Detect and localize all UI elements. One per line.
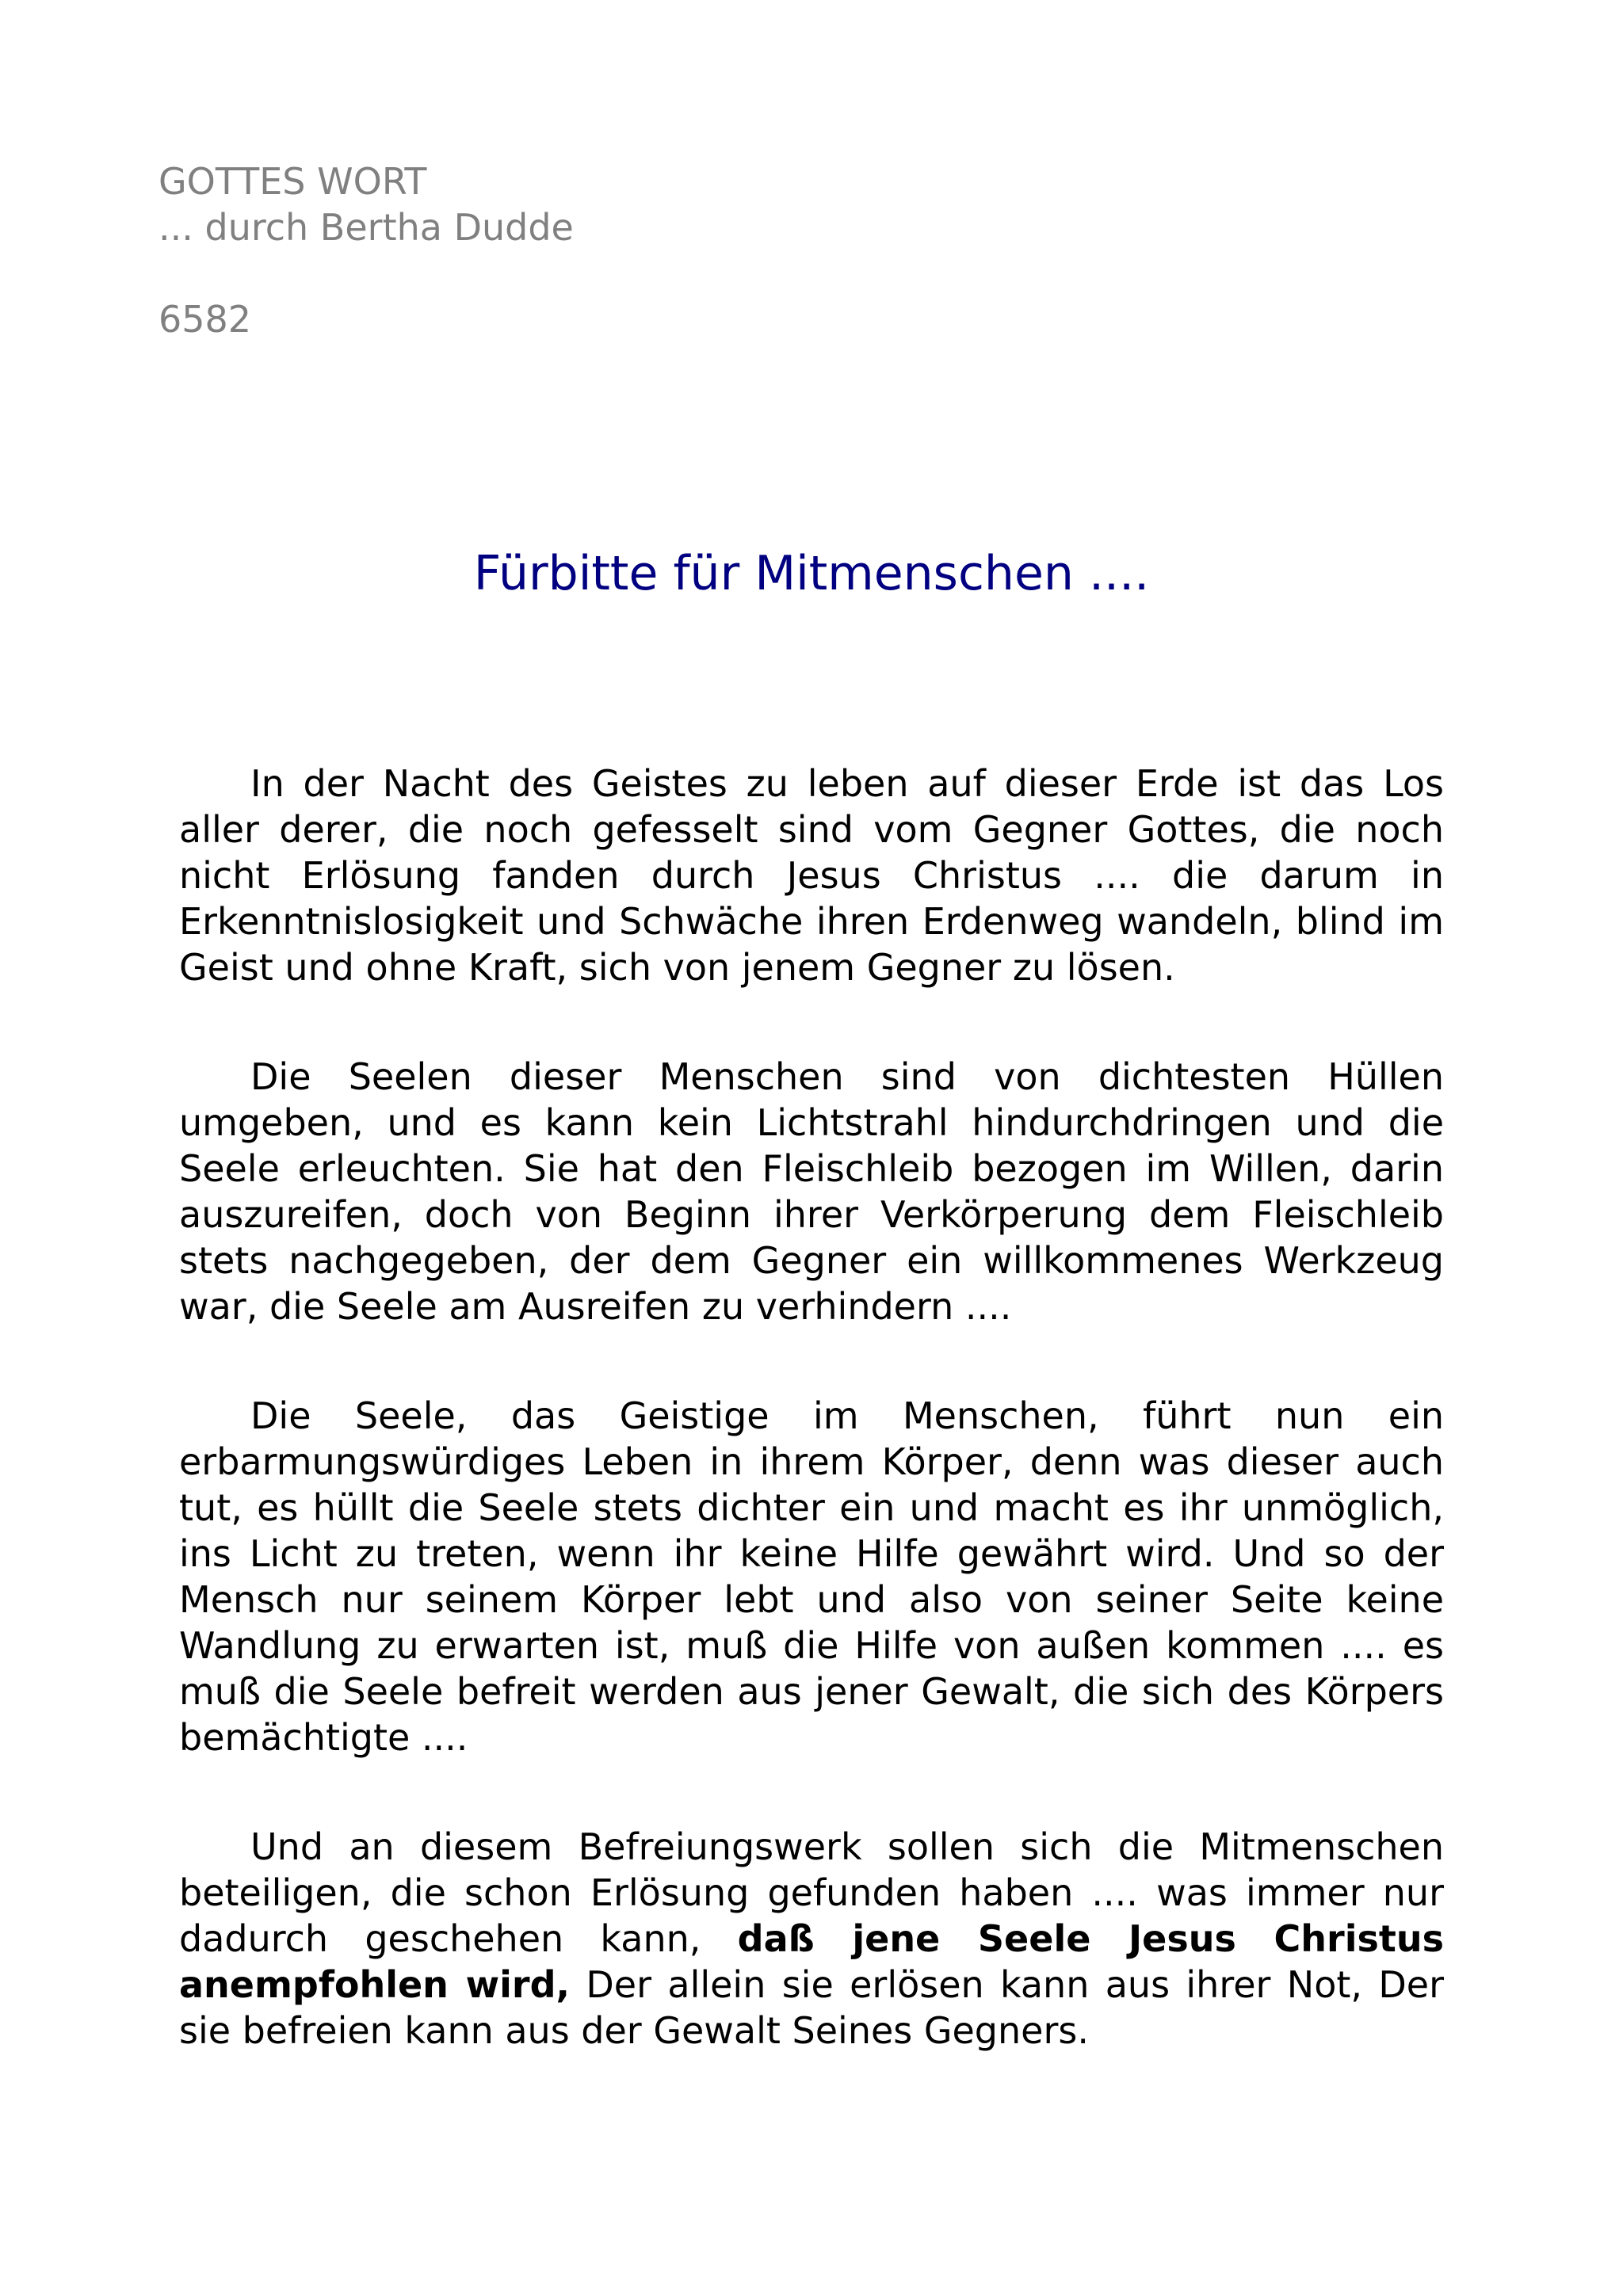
paragraph-4: [179, 1824, 1444, 2054]
series-title: GOTTES WORT: [158, 160, 427, 203]
paragraph-2: Die Seelen dieser Menschen sind von dichtesten Hüllen umgeben, und es kann kein Lichtstrahl hindurchdringen und die Seele erleuchten. Sie hat den Fleischleib bezogen im Willen, darin auszureifen, doch von Beginn ihrer Verkörperung dem Fleischleib stets nachgegeben, der dem Gegner ein willkommenes Werkzeug war, die Seele am Ausreifen zu verhindern ....: [179, 1055, 1444, 1328]
paragraph-1: In der Nacht des Geistes zu leben auf dieser Erde ist das Los aller derer, die noch gefesselt sind vom Gegner Gottes, die noch nicht Erlösung fanden durch Jesus Christus .... die darum in Erkenntnislosigkeit und Schwäche ihren Erdenweg wandeln, blind im Geist und ohne Kraft, sich von jenem Gegner zu lösen.: [179, 762, 1444, 989]
document-number: 6582: [158, 298, 252, 341]
paragraph-4-emphasis: daß jene Seele Jesus Christus anempfohlen wird,: [179, 1917, 1444, 2006]
author-line: ... durch Bertha Dudde: [158, 206, 574, 249]
paragraph-4-start: Und an diesem Befreiungswerk sollen sich die Mitmenschen beteiligen, die schon Erlösung gefunden haben .... was immer nur dadurch geschehen kann,: [179, 1825, 1444, 1960]
paragraph-3: Die Seele, das Geistige im Menschen, führt nun ein erbarmungswürdiges Leben in ihrem Körper, denn was dieser auch tut, es hüllt die Seele stets dichter ein und macht es ihr unmöglich, ins Licht zu treten, wenn ihr keine Hilfe gewährt wird. Und so der Mensch nur seinem Körper lebt und also von seiner Seite keine Wandlung zu erwarten ist, muß die Hilfe von außen kommen .... es muß die Seele befreit werden aus jener Gewalt, die sich des Körpers bemächtigte ....: [179, 1394, 1444, 1759]
paragraph-4-end: Der allein sie erlösen kann aus ihrer Not, Der sie befreien kann aus der Gewalt Seines Gegners.: [179, 1963, 1444, 2052]
document-header: [158, 158, 574, 342]
message-body: [179, 761, 1444, 2117]
page-title: Fürbitte für Mitmenschen ....: [473, 546, 1150, 601]
